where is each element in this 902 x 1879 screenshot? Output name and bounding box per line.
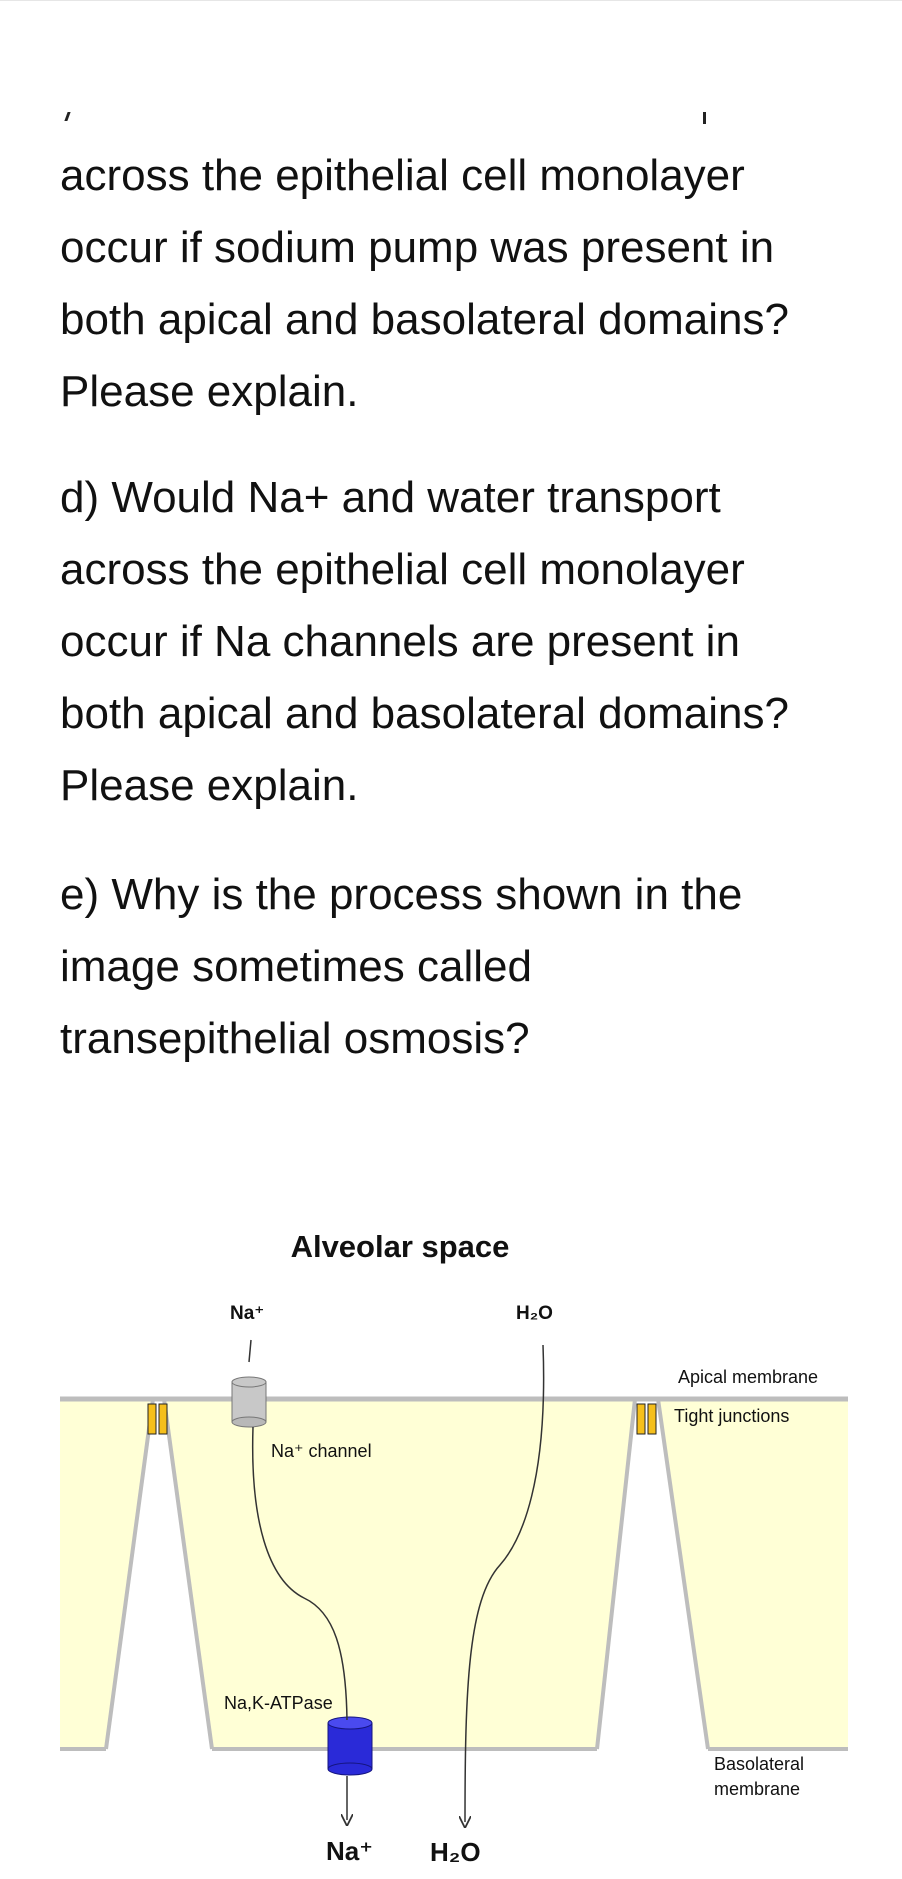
question-line: e) Why is the process shown in the xyxy=(60,870,743,919)
na-channel xyxy=(232,1377,266,1427)
tight-junctions-label: Tight junctions xyxy=(674,1406,790,1426)
question-e-text xyxy=(60,859,860,1075)
na-plus-top-label: Na⁺ xyxy=(230,1303,265,1324)
na-plus-bottom-label: Na⁺ xyxy=(326,1836,373,1866)
question-d-text xyxy=(60,462,860,822)
tight-junction xyxy=(148,1404,156,1434)
question-line: both apical and basolateral domains? xyxy=(60,689,789,738)
question-c-text xyxy=(60,140,860,428)
question-line: Please explain. xyxy=(60,761,359,810)
right-cell-cytoplasm xyxy=(658,1399,848,1749)
question-line: d) Would Na+ and water transport xyxy=(60,473,721,522)
alveolar-space-title: Alveolar space xyxy=(290,1229,510,1264)
basolateral-membrane-label: membrane xyxy=(714,1779,801,1799)
tight-junction xyxy=(648,1404,656,1434)
h2o-top-label: H₂O xyxy=(516,1303,553,1324)
question-line: occur if Na channels are present in xyxy=(60,617,740,666)
question-line: image sometimes called xyxy=(60,942,532,991)
h2o-bottom-label: H₂O xyxy=(430,1837,481,1867)
question-line: both apical and basolateral domains? xyxy=(60,295,789,344)
cut-off-text-mark xyxy=(703,112,706,124)
question-line: across the epithelial cell monolayer xyxy=(60,545,745,594)
tight-junction xyxy=(159,1404,167,1434)
na-k-atpase-label: Na,K-ATPase xyxy=(224,1693,333,1713)
na-pathway-line xyxy=(249,1340,251,1362)
top-divider xyxy=(0,0,902,1)
question-line: occur if sodium pump was present in xyxy=(60,223,775,272)
na-channel-label: Na⁺ channel xyxy=(271,1441,372,1461)
question-line: across the epithelial cell monolayer xyxy=(60,151,745,200)
transepithelial-transport-diagram xyxy=(0,1220,902,1879)
question-line: Please explain. xyxy=(60,367,359,416)
cut-off-text-mark xyxy=(64,112,70,121)
apical-membrane-label: Apical membrane xyxy=(678,1367,819,1387)
left-cell-cytoplasm xyxy=(60,1399,153,1749)
basolateral-membrane-label: Basolateral xyxy=(714,1754,805,1774)
tight-junction xyxy=(637,1404,645,1434)
na-k-atpase-pump xyxy=(328,1717,372,1775)
question-line: transepithelial osmosis? xyxy=(60,1014,530,1063)
